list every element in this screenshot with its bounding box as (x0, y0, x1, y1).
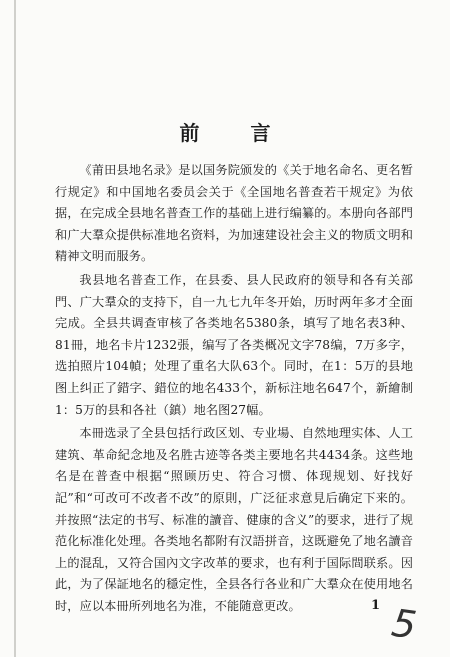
page-title: 前 言 (179, 121, 293, 145)
paragraph-1: 《莆田县地名录》是以国务院颁发的《关于地名命名、更名暂行规定》和中国地名委员会关于《全国地名普查若干规定》为依据，在完成全县地名普查工作的基础上进行编纂的。本册向各部門和广大羣众提供标准地名资料，为加速建设社会主义的物质文明和精神文明而服务。 (55, 163, 413, 264)
paragraph-3: 本冊选录了全县包括行政区划、专业場、自然地理实体、人工建筑、革命紀念地及名胜古迹等各类主要地名共4434条。这些地名是在普查中根据“照顾历史、符合习惯、体现规划、好找好記”和“可改可不改者不改”的原則，广泛征求意見后确定下来的。并按照“法定的书写、标准的讀音、健康的含义”的要求，进行了规范化标准化处理。各类地名都附有汉語拼音，这既避免了地名讀音上的混乱，又符合国內文字改革的要求，也有利于国际間联系。因此，为了保証地名的穩定性，全县各行各业和广大羣众在使用地名时，应以本冊所列地名为准，不能随意更改。 (55, 426, 413, 613)
page-number: 1 (371, 598, 381, 613)
body-text (55, 160, 413, 619)
handwritten-page-mark: 5 (389, 600, 420, 648)
page-edge-shadow (14, 0, 16, 657)
paragraph-2: 我县地名普查工作，在县委、县人民政府的领导和各有关部門、广大羣众的支持下，自一九七九年冬开始，历时两年多才全面完成。全县共调查审核了各类地名5380条，填写了地名表3种、81冊，地名卡片1232張，编写了各类概况文字78编，7万多字，选拍照片104幀；处理了重名大队63个。同时，在1：5万的县地图上纠正了錯字、錯位的地名433个，新标注地名647个，新繪制1：5万的县和各社（鎮）地名图27幅。 (55, 272, 413, 417)
